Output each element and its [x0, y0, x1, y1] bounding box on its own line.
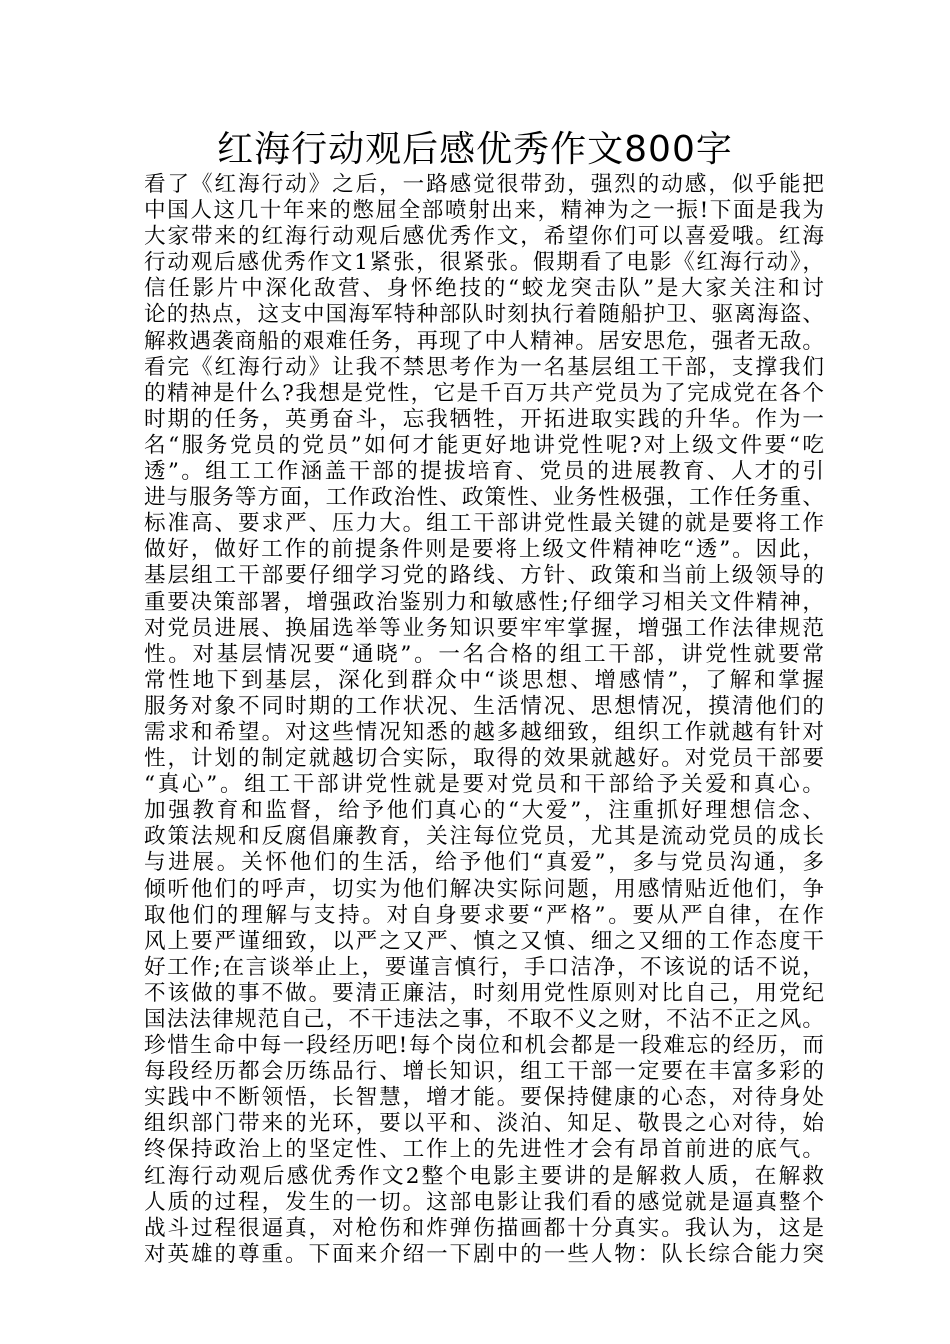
body-line: 看完《红海行动》让我不禁思考作为一名基层组工干部，支撑我们 [144, 354, 824, 380]
document-body [144, 172, 824, 1268]
body-line: 与进展。关怀他们的生活，给予他们“真爱”，多与党员沟通，多 [144, 850, 824, 876]
body-line: 重要决策部署，增强政治鉴别力和敏感性;仔细学习相关文件精神， [144, 589, 824, 615]
body-line: 的精神是什么?我想是党性，它是千百万共产党员为了完成党在各个 [144, 380, 824, 406]
body-line: 每段经历都会历练品行、增长知识，组工干部一定要在丰富多彩的 [144, 1059, 824, 1085]
body-line: 大家带来的红海行动观后感优秀作文，希望你们可以喜爱哦。红海 [144, 224, 824, 250]
body-line: 解救遇袭商船的艰难任务，再现了中人精神。居安思危，强者无敌。 [144, 328, 824, 354]
body-line: 性，计划的制定就越切合实际，取得的效果就越好。对党员干部要 [144, 746, 824, 772]
body-line: 不该做的事不做。要清正廉洁，时刻用党性原则对比自己，用党纪 [144, 980, 824, 1006]
body-line: 名“服务党员的党员”如何才能更好地讲党性呢?对上级文件要“吃 [144, 432, 824, 458]
body-line: 看了《红海行动》之后，一路感觉很带劲，强烈的动感，似乎能把 [144, 172, 824, 197]
body-line: 论的热点，这支中国海军特种部队时刻执行着随船护卫、驱离海盗、 [144, 302, 824, 328]
body-line: 红海行动观后感优秀作文2整个电影主要讲的是解救人质，在解救 [144, 1163, 824, 1189]
body-line: 时期的任务，英勇奋斗，忘我牺牲，开拓进取实践的升华。作为一 [144, 406, 824, 432]
body-line: 中国人这几十年来的憋屈全部喷射出来，精神为之一振!下面是我为 [144, 198, 824, 224]
body-line: 取他们的理解与支持。对自身要求要“严格”。要从严自律，在作 [144, 902, 824, 928]
body-line: 风上要严谨细致，以严之又严、慎之又慎、细之又细的工作态度干 [144, 928, 824, 954]
body-line: 服务对象不同时期的工作状况、生活情况、思想情况，摸清他们的 [144, 693, 824, 719]
body-line: “真心”。组工干部讲党性就是要对党员和干部给予关爱和真心。 [144, 772, 824, 798]
body-line: 人质的过程，发生的一切。这部电影让我们看的感觉就是逼真整个 [144, 1189, 824, 1215]
body-line: 战斗过程很逼真，对枪伤和炸弹伤描画都十分真实。我认为，这是 [144, 1215, 824, 1241]
body-line: 常性地下到基层，深化到群众中“谈思想、增感情”，了解和掌握 [144, 667, 824, 693]
body-line: 珍惜生命中每一段经历吧!每个岗位和机会都是一段难忘的经历，而 [144, 1033, 824, 1059]
body-line: 行动观后感优秀作文1紧张，很紧张。假期看了电影《红海行动》， [144, 250, 824, 276]
body-line: 终保持政治上的坚定性、工作上的先进性才会有昂首前进的底气。 [144, 1137, 824, 1163]
body-line: 好工作;在言谈举止上，要谨言慎行，手口洁净，不该说的话不说， [144, 954, 824, 980]
body-line: 信任影片中深化敌营、身怀绝技的“蛟龙突击队”是大家关注和讨 [144, 276, 824, 302]
body-line: 需求和希望。对这些情况知悉的越多越细致，组织工作就越有针对 [144, 719, 824, 745]
body-line: 国法法律规范自己，不干违法之事，不取不义之财，不沾不正之风。 [144, 1007, 824, 1032]
document-title: 红海行动观后感优秀作文800字 [217, 129, 733, 170]
body-line: 对党员进展、换届选举等业务知识要牢牢掌握，增强工作法律规范 [144, 615, 824, 641]
body-line: 做好，做好工作的前提条件则是要将上级文件精神吃“透”。因此， [144, 537, 824, 563]
body-line: 性。对基层情况要“通晓”。一名合格的组工干部，讲党性就要常 [144, 641, 824, 667]
body-line: 进与服务等方面，工作政治性、政策性、业务性极强，工作任务重、 [144, 485, 824, 511]
body-line: 实践中不断领悟，长智慧，增才能。要保持健康的心态，对待身处 [144, 1085, 824, 1111]
body-line: 标准高、要求严、压力大。组工干部讲党性最关键的就是要将工作 [144, 511, 824, 537]
body-line: 加强教育和监督，给予他们真心的“大爱”，注重抓好理想信念、 [144, 798, 824, 824]
body-line: 透”。组工工作涵盖干部的提拔培育、党员的进展教育、人才的引 [144, 459, 824, 485]
body-line: 对英雄的尊重。下面来介绍一下剧中的一些人物：队长综合能力突 [144, 1241, 824, 1267]
body-line: 政策法规和反腐倡廉教育，关注每位党员，尤其是流动党员的成长 [144, 824, 824, 850]
body-line: 组织部门带来的光环，要以平和、淡泊、知足、敬畏之心对待，始 [144, 1111, 824, 1137]
body-line: 倾听他们的呼声，切实为他们解决实际问题，用感情贴近他们，争 [144, 876, 824, 902]
body-line: 基层组工干部要仔细学习党的路线、方针、政策和当前上级领导的 [144, 563, 824, 589]
